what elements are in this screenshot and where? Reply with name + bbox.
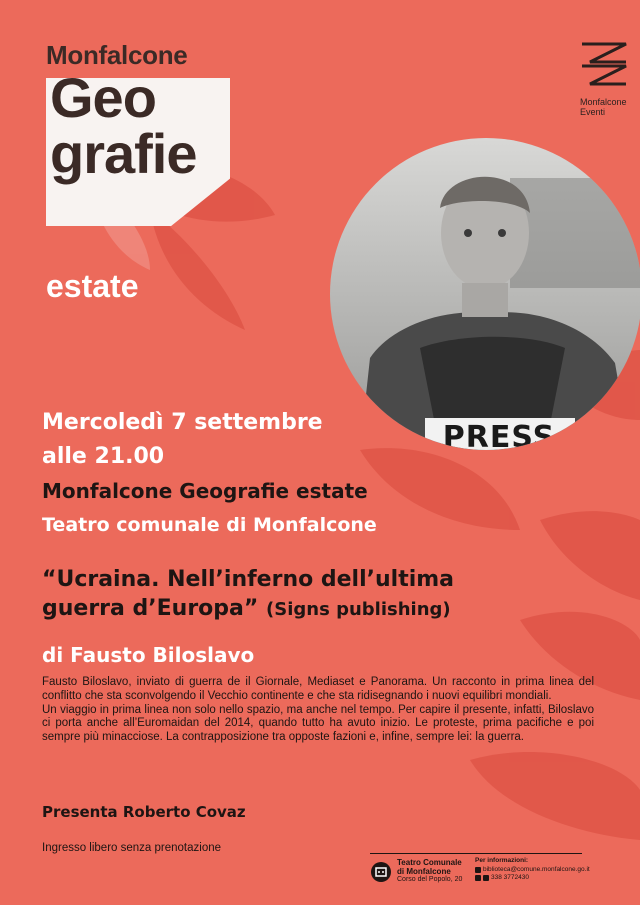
admission-note: Ingresso libero senza prenotazione	[42, 842, 222, 854]
phone-icon	[483, 875, 489, 881]
monfalcone-eventi-logo-icon	[580, 40, 628, 88]
author-photo	[330, 138, 640, 450]
logo-caption: Monfalcone Eventi	[580, 97, 627, 117]
footer-venue: Teatro Comunale di Monfalcone	[397, 858, 462, 876]
book-title	[42, 565, 602, 624]
theatre-icon	[371, 862, 391, 882]
geografie-wordmark	[50, 66, 197, 185]
description	[42, 676, 594, 745]
event-series: Monfalcone Geografie estate	[42, 479, 368, 503]
footer-divider	[370, 853, 582, 854]
photo-illustration	[330, 138, 640, 450]
book-title-line-2: guerra d’Europa” (Signs publishing)	[42, 596, 451, 621]
geo-line-1: Geo	[50, 66, 156, 129]
press-label: PRESS	[442, 420, 556, 450]
presenter: Presenta Roberto Covaz	[42, 803, 246, 821]
event-date: Mercoledì 7 settembre	[42, 410, 323, 435]
footer-info-title: Per informazioni:	[475, 857, 529, 864]
event-time: alle 21.00	[42, 444, 165, 469]
description-paragraph-2: Un viaggio in prima linea non solo nello spazio, ma anche nel tempo. Per capire il presente, infatti, Biloslavo ci porta anche all’Euromaidan del 2014, quando tutto ha avuto inizio. Le proteste, prima pacifiche e poi sempre più minacciose. La contrapposizione tra opposte fazioni e, infine, sempre lei: la guerra.	[42, 703, 594, 744]
description-paragraph-1: Fausto Biloslavo, inviato di guerra de il Giornale, Mediaset e Panorama. Un racconto in prima linea del conflitto che sta sconvolgendo il Vecchio continente e che sta ridisegnando i nuovi equilibri mondiali.	[42, 676, 594, 702]
brand-title: Monfalcone	[46, 40, 188, 70]
book-author: di Fausto Biloslavo	[42, 643, 255, 667]
event-venue: Teatro comunale di Monfalcone	[42, 514, 377, 536]
footer-phone: 338 3772430	[491, 874, 529, 881]
email-icon	[475, 867, 481, 873]
footer-email-row	[475, 866, 590, 873]
geo-line-2: grafie	[50, 122, 197, 185]
footer-address: Corso del Popolo, 20	[397, 876, 463, 883]
footer-email: biblioteca@comune.monfalcone.go.it	[483, 866, 590, 873]
footer-phone-row	[475, 874, 529, 881]
book-title-line-1: “Ucraina. Nell’inferno dell’ultima	[42, 567, 455, 592]
book-publisher: (Signs publishing)	[266, 599, 451, 620]
estate-label: estate	[46, 268, 139, 304]
facebook-icon	[475, 875, 481, 881]
